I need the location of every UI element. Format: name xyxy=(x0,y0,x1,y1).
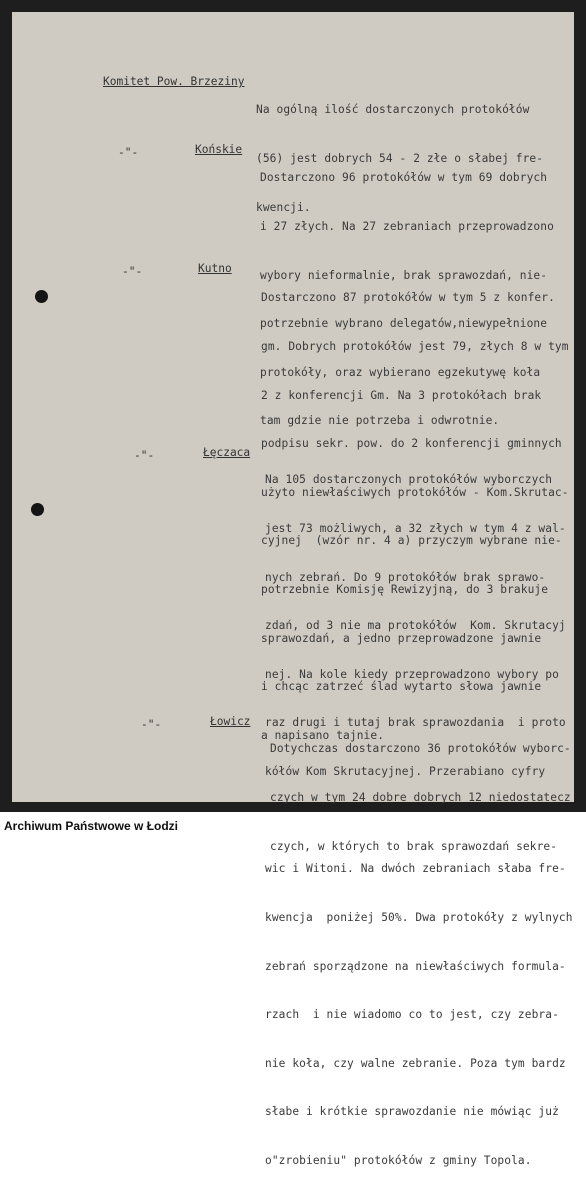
header-label: Komitet Pow. Brzeziny xyxy=(103,75,245,88)
text-line: gm. Dobrych protokółów jest 79, złych 8 w tym xyxy=(261,340,569,354)
text-line: tam gdzie nie potrzeba i odwrotnie. xyxy=(260,414,500,428)
text-line: o"zrobieniu" protokółów z gminy Topola. xyxy=(265,1153,532,1167)
text-line: potrzebnie Komisję Rewizyjną, do 3 brakuje xyxy=(261,583,549,597)
text-line: jest 73 możliwych, a 32 złych w tym 4 z wal- xyxy=(265,522,566,536)
text-line: Dotychczas dostarczono 36 protokółów wyborc- xyxy=(270,742,571,756)
text-line: użyto niewłaściwych protokółów - Kom.Skrutac- xyxy=(261,485,569,499)
text-line: kwencji. xyxy=(256,200,311,214)
text-line: wybory nieformalnie, brak sprawozdań, nie- xyxy=(260,268,548,282)
text-line: nych zebrań. Do 9 protokółów brak sprawo- xyxy=(265,570,546,584)
text-line: czych w tym 24 dobre dobrych 12 niedostatecz xyxy=(270,791,571,805)
archive-name: Archiwum Państwowe w Łodzi xyxy=(4,819,179,833)
text-line: wic i Witoni. Na dwóch zebraniach słaba fre- xyxy=(265,862,566,876)
section-label-leczaca: Łęczaca xyxy=(203,446,251,459)
section-label-kutno: Kutno xyxy=(198,262,232,275)
punch-hole-bottom xyxy=(31,503,44,516)
punch-hole-top xyxy=(35,290,48,303)
archive-footer xyxy=(0,812,586,840)
text-line: i chcąc zatrzeć ślad wytarto słowa jawnie xyxy=(261,680,542,694)
text-line: i 27 złych. Na 27 zebraniach przeprowadzono xyxy=(260,220,554,234)
text-line: zdań, od 3 nie ma protokółów Kom. Skrutacyj xyxy=(265,619,566,633)
text-line: sprawozdań, a jedno przeprowadzone jawnie xyxy=(261,631,542,645)
section-label-konskie: Końskie xyxy=(195,143,243,156)
ditto-mark: -"- xyxy=(122,265,143,278)
text-line: Na ogólną ilość dostarczonych protokółów xyxy=(256,103,530,117)
text-line: kółów Kom Skrutacyjnej. Przerabiano cyfry xyxy=(265,765,546,779)
text-line: nie koła, czy walne zebranie. Poza tym bardz xyxy=(265,1056,566,1070)
ditto-mark: -"- xyxy=(141,718,162,731)
section-label-lowicz: Łowicz xyxy=(210,715,251,728)
text-line: protokóły, oraz wybierano egzekutywę koła xyxy=(260,365,541,379)
text-line: zebrań sporządzone na niewłaściwych formula- xyxy=(265,959,566,973)
text-line: podpisu sekr. pow. do 2 konferencji gminnych xyxy=(261,437,562,451)
ditto-mark: -"- xyxy=(134,449,155,462)
text-line: rzach i nie wiadomo co to jest, czy zebra- xyxy=(265,1008,559,1022)
text-line: czych, w których to brak sprawozdań sekre- xyxy=(270,839,558,853)
text-line: raz drugi i tutaj brak sprawozdania i proto xyxy=(265,716,566,730)
text-line: cyjnej (wzór nr. 4 a) przyczym wybrane nie- xyxy=(261,534,562,548)
ditto-mark: -"- xyxy=(118,146,139,159)
text-line: a napisano tajnie. xyxy=(261,728,385,742)
section-text-lowicz xyxy=(270,709,571,887)
text-line: słabe i krótkie sprawozdanie nie mówiąc już xyxy=(265,1105,559,1119)
text-line: (56) jest dobrych 54 - 2 złe o słabej fre- xyxy=(256,152,544,166)
text-line: Dostarczono 87 protokółów w tym 5 z konfer. xyxy=(261,291,555,305)
text-line: nej. Na kole kiedy przeprowadzono wybory po xyxy=(265,667,559,681)
text-line: 2 z konferencji Gm. Na 3 protokółach brak xyxy=(261,388,542,402)
text-line: potrzebnie wybrano delegatów,niewypełnione xyxy=(260,317,548,331)
text-line: kwencja poniżej 50%. Dwa protokóły z wylnych xyxy=(265,910,573,924)
text-line: Na 105 dostarczonych protokółów wyborczych xyxy=(265,473,553,487)
text-line: Dostarczono 96 protokółów w tym 69 dobrych xyxy=(260,171,548,185)
